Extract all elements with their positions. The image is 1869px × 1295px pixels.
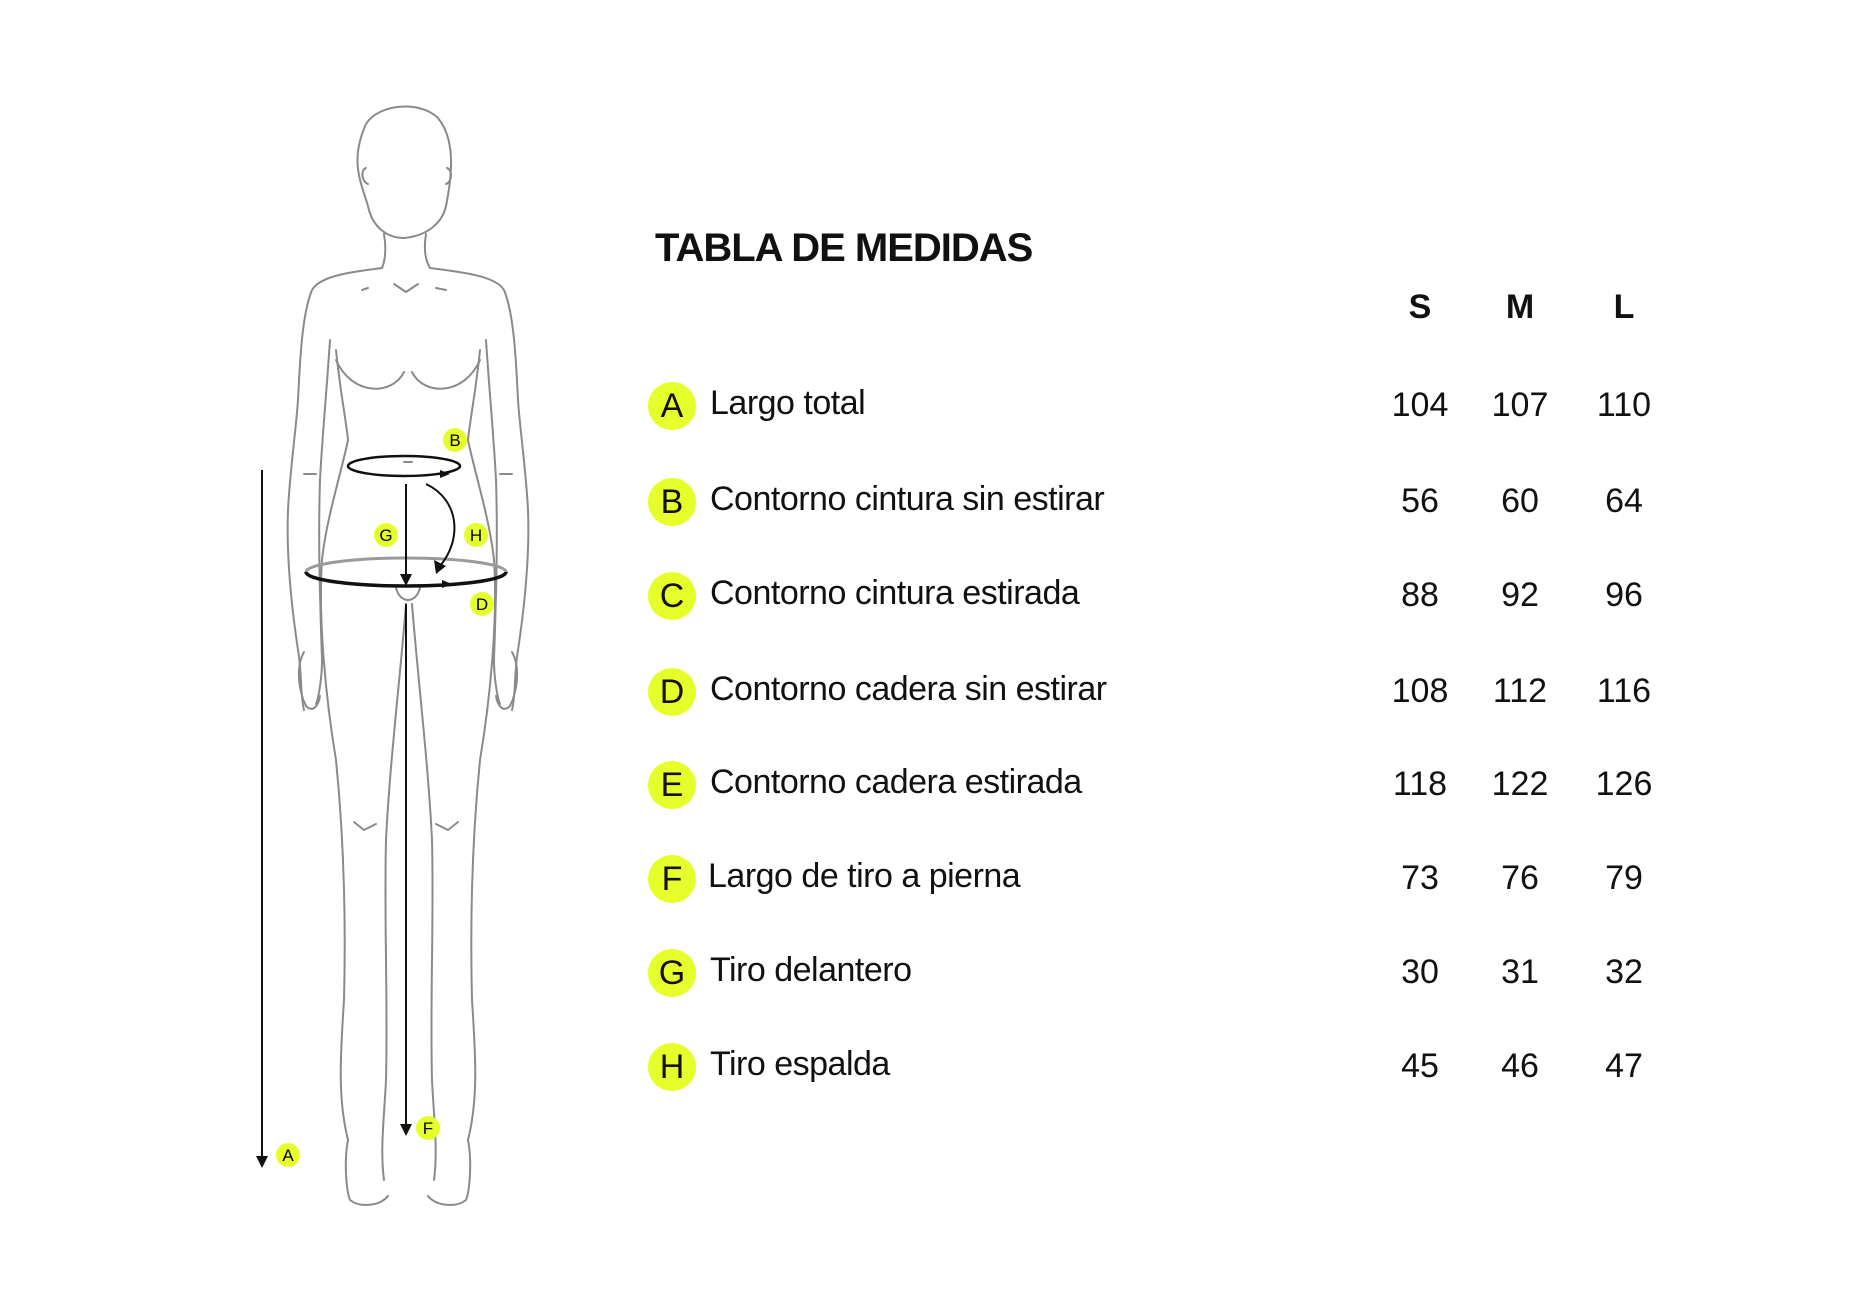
- value-m: 60: [1501, 482, 1539, 520]
- value-m: 92: [1501, 576, 1539, 614]
- value-s: 104: [1391, 386, 1449, 424]
- value-l: 110: [1596, 386, 1652, 424]
- body-figure-diagram: [0, 0, 560, 1295]
- value-s: 73: [1401, 859, 1439, 897]
- value-l: 96: [1605, 576, 1643, 614]
- value-s: 30: [1401, 953, 1439, 991]
- svg-text:B: B: [449, 431, 461, 450]
- svg-text:F: F: [422, 1119, 434, 1138]
- measure-row-a: [0, 374, 1869, 434]
- row-letter-badge: F: [648, 855, 696, 903]
- row-letter-badge: D: [648, 668, 696, 716]
- measure-row-g: [0, 941, 1869, 1001]
- svg-text:G: G: [379, 526, 393, 545]
- arrow-head-f: [400, 1124, 412, 1136]
- page-title: TABLA DE MEDIDAS: [655, 226, 1033, 270]
- row-label: Contorno cadera estirada: [710, 763, 1082, 801]
- value-m: 107: [1491, 386, 1549, 424]
- row-letter-badge: G: [648, 949, 696, 997]
- value-m: 46: [1501, 1047, 1539, 1085]
- row-label: Contorno cintura sin estirar: [710, 480, 1105, 518]
- figure-marker-f: [416, 1116, 440, 1140]
- row-label: Tiro espalda: [710, 1045, 890, 1083]
- value-l: 79: [1605, 859, 1643, 897]
- value-s: 108: [1391, 672, 1449, 710]
- row-label: Tiro delantero: [710, 951, 912, 989]
- size-header-s: S: [1408, 288, 1432, 326]
- row-letter-badge: A: [648, 382, 696, 430]
- value-s: 118: [1392, 765, 1448, 803]
- row-label: Contorno cadera sin estirar: [710, 670, 1107, 708]
- value-s: 88: [1401, 576, 1439, 614]
- row-label: Largo total: [710, 384, 866, 422]
- value-l: 47: [1605, 1047, 1643, 1085]
- value-l: 32: [1605, 953, 1643, 991]
- measure-row-e: [0, 753, 1869, 813]
- measure-row-h: [0, 1035, 1869, 1095]
- svg-text:D: D: [475, 595, 489, 614]
- value-l: 126: [1595, 765, 1653, 803]
- value-s: 45: [1401, 1047, 1439, 1085]
- figure-marker-a: [276, 1143, 300, 1167]
- measure-row-c: [0, 564, 1869, 624]
- value-m: 31: [1501, 953, 1539, 991]
- value-s: 56: [1401, 482, 1439, 520]
- row-label: Contorno cintura estirada: [710, 574, 1080, 612]
- measure-row-b: [0, 470, 1869, 530]
- svg-text:H: H: [469, 526, 483, 545]
- size-header-m: M: [1505, 288, 1535, 326]
- value-m: 122: [1491, 765, 1549, 803]
- row-letter-badge: E: [648, 761, 696, 809]
- value-l: 64: [1605, 482, 1643, 520]
- row-letter-badge: C: [648, 572, 696, 620]
- value-m: 112: [1492, 672, 1548, 710]
- value-l: 116: [1596, 672, 1652, 710]
- svg-text:A: A: [282, 1146, 294, 1165]
- size-header-l: L: [1613, 288, 1635, 326]
- row-label: Largo de tiro a pierna: [708, 857, 1021, 895]
- row-letter-badge: H: [648, 1043, 696, 1091]
- arrow-head-a: [256, 1156, 268, 1168]
- measure-row-d: [0, 660, 1869, 720]
- row-letter-badge: B: [648, 478, 696, 526]
- measure-row-f: [0, 847, 1869, 907]
- value-m: 76: [1501, 859, 1539, 897]
